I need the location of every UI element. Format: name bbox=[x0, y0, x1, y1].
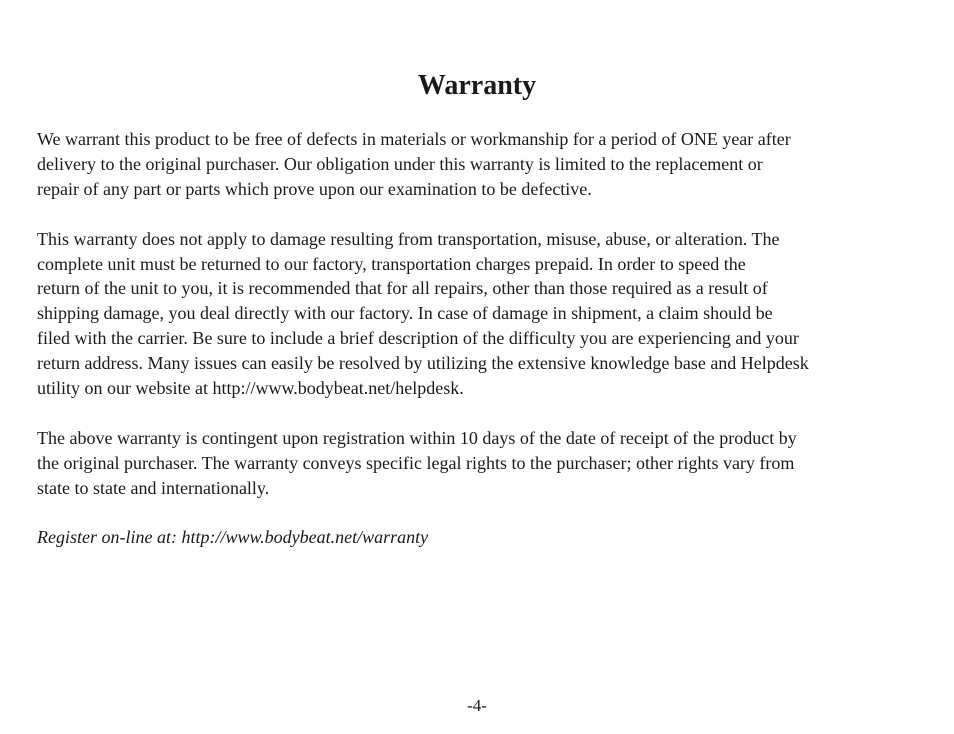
warranty-body bbox=[37, 127, 917, 575]
document-page bbox=[37, 0, 917, 734]
page-title: Warranty bbox=[417, 70, 537, 101]
page-number: -4- bbox=[467, 696, 487, 715]
warranty-paragraph-registration: The above warranty is contingent upon registration within 10 days of the date of receipt of the product by the original purchaser. The warranty conveys specific legal rights to the purchaser; other rights vary from state to state and internationally. bbox=[37, 427, 797, 498]
warranty-paragraph-coverage: We warrant this product to be free of defects in materials or workmanship for a period of ONE year after delivery to the original purchaser. Our obligation under this warranty is limited to the replacement or repair of any part or parts which prove upon our examination to be defective. bbox=[37, 129, 791, 199]
warranty-paragraph-exclusions: This warranty does not apply to damage resulting from transportation, misuse, abuse, or alteration. The complete unit must be returned to our factory, transportation charges prepaid. In order to speed the return of the unit to you, it is recommended that for all repairs, other than those required as a result of shipping damage, you deal directly with our factory. In case of damage in shipment, a claim should be filed with the carrier. Be sure to include a brief description of the difficulty you are experiencing and your return address. Many issues can easily be resolved by utilizing the extensive knowledge base and Helpdesk utility on our website at http://www.bodybeat.net/helpdesk. bbox=[37, 228, 809, 399]
register-online-note: Register on-line at: http://www.bodybeat.net/warranty bbox=[37, 527, 429, 548]
